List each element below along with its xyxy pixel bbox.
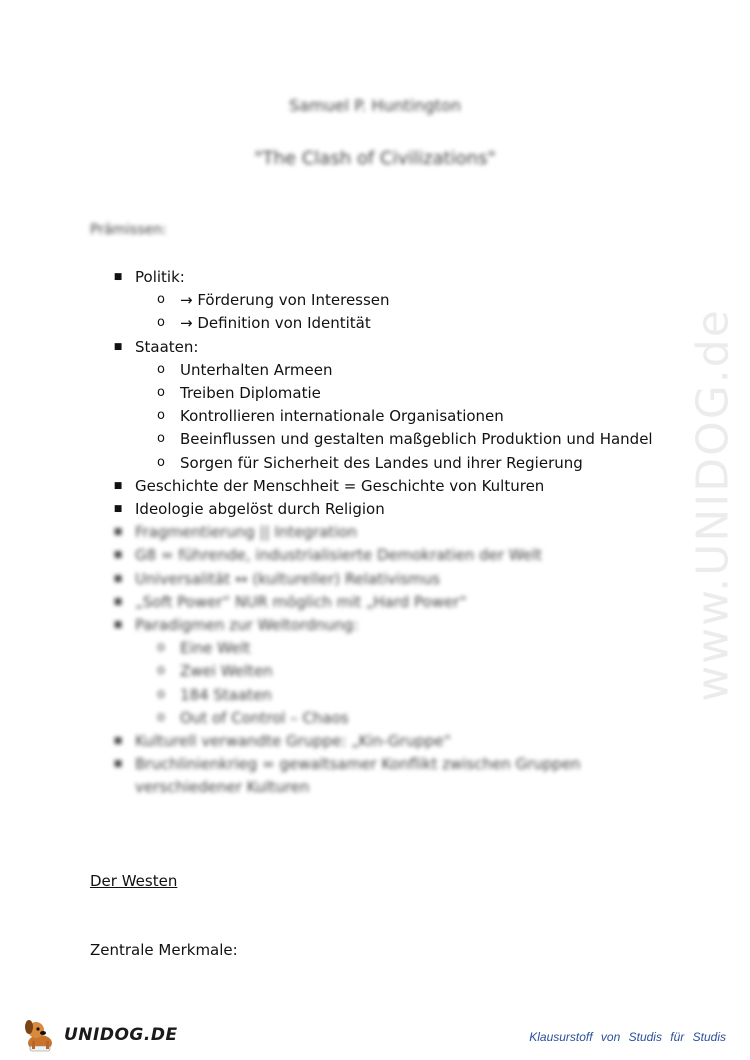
unidog-logo <box>22 1015 178 1055</box>
list-item-text: Ideologie abgelöst durch Religion <box>135 500 385 518</box>
list-item-text: Staaten: <box>135 337 199 356</box>
list-item-text: Fragmentierung || Integration <box>135 523 358 542</box>
list-item-text: verschiedener Kulturen <box>135 778 310 797</box>
list-item-text: Kontrollieren internationale Organisationen <box>180 407 504 426</box>
list-item-text: Unterhalten Armeen <box>180 360 333 379</box>
square-bullet-icon: ■ <box>113 272 123 282</box>
square-bullet-icon: ■ <box>113 620 123 630</box>
list-item-text: Bruchlinienkrieg = gewaltsamer Konflikt zwischen Gruppen <box>135 755 581 774</box>
list-item-text: Out of Control – Chaos <box>180 708 349 727</box>
logo-text: UNIDOG.DE <box>64 1025 178 1045</box>
circle-bullet-icon: o <box>157 292 165 308</box>
list-item-text: „Soft Power“ NUR möglich mit „Hard Power“ <box>135 592 468 611</box>
dog-icon <box>22 1015 62 1055</box>
circle-bullet-icon: o <box>157 686 165 702</box>
list-item-text: Beeinflussen und gestalten maßgeblich Produktion und Handel <box>180 430 653 449</box>
list-item-text: Paradigmen zur Weltordnung: <box>135 616 359 634</box>
square-bullet-icon: ■ <box>113 480 123 491</box>
list-item-text: Sorgen für Sicherheit des Landes und ihrer Regierung <box>180 453 583 472</box>
square-bullet-icon: ■ <box>113 504 123 514</box>
footer-slogan: Klausurstoff von Studis für Studis <box>529 1030 726 1044</box>
list-item-text: 184 Staaten <box>180 685 272 704</box>
subheading: Zentrale Merkmale: <box>90 941 238 959</box>
list-item-text: Eine Welt <box>180 639 251 658</box>
list-item-text: G8 = führende, industrialisierte Demokratien der Welt <box>135 546 543 565</box>
list-item-text: Politik: <box>135 268 185 286</box>
circle-bullet-icon: o <box>157 361 165 377</box>
list-item-text: Zwei Welten <box>180 662 273 681</box>
square-bullet-icon: ■ <box>113 596 123 607</box>
list-item-text: Treiben Diplomatie <box>180 384 321 402</box>
circle-bullet-icon: o <box>157 640 165 656</box>
list-item-text: Kulturell verwandte Gruppe: „Kin-Gruppe“ <box>135 732 452 750</box>
list-item-text: Universalität ↔ (kultureller) Relativismus <box>135 569 441 588</box>
square-bullet-icon: ■ <box>113 573 123 584</box>
circle-bullet-icon: o <box>157 315 165 331</box>
document-title: "The Clash of Civilizations" <box>254 148 496 169</box>
watermark: www.UNIDOG.de <box>687 308 739 702</box>
square-bullet-icon: ■ <box>113 736 123 746</box>
circle-bullet-icon: o <box>157 431 165 447</box>
section-title: Der Westen <box>90 872 178 890</box>
circle-bullet-icon: o <box>157 709 165 725</box>
list-item-text: → Förderung von Interessen <box>180 291 390 310</box>
list-item-text: → Definition von Identität <box>180 314 371 333</box>
square-bullet-icon: ■ <box>113 550 123 561</box>
list-item-text: Geschichte der Menschheit = Geschichte von Kulturen <box>135 476 545 495</box>
premises-heading: Prämissen: <box>90 222 167 238</box>
circle-bullet-icon: o <box>157 663 165 679</box>
circle-bullet-icon: o <box>157 454 165 470</box>
square-bullet-icon: ■ <box>113 527 123 538</box>
square-bullet-icon: ■ <box>113 759 123 770</box>
square-bullet-icon: ■ <box>113 341 123 352</box>
circle-bullet-icon: o <box>157 385 165 400</box>
author-heading: Samuel P. Huntington <box>289 96 461 115</box>
circle-bullet-icon: o <box>157 408 165 424</box>
